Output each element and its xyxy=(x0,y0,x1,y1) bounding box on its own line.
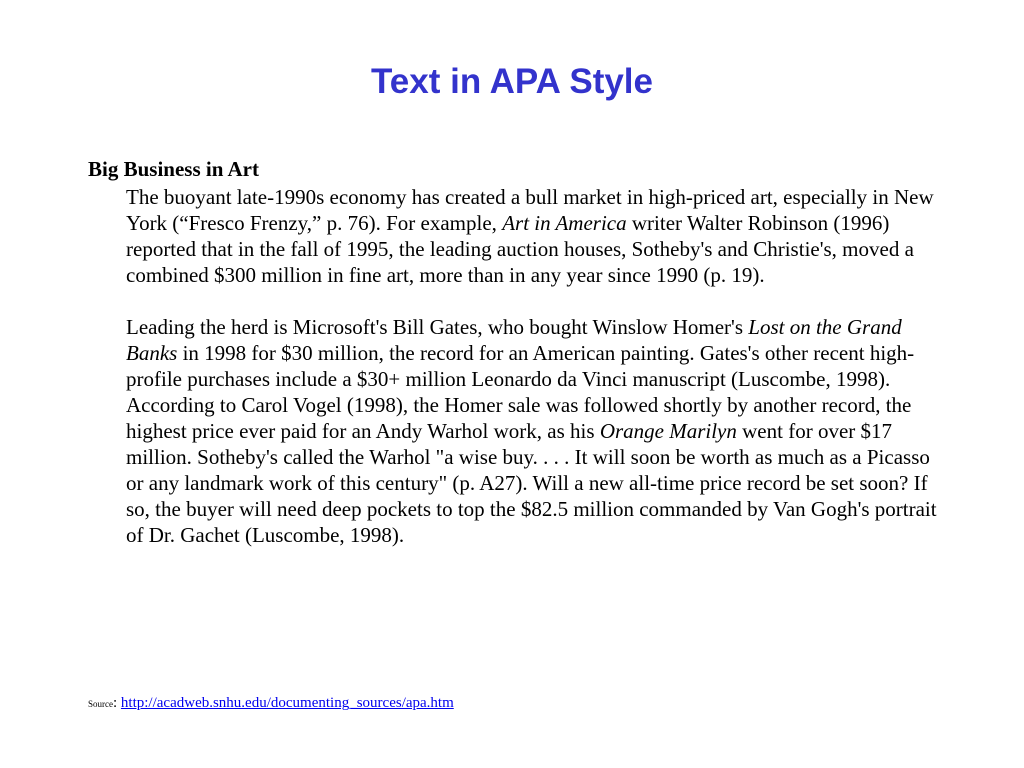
paragraph-2 xyxy=(126,314,948,548)
italic-title-text: Art in America xyxy=(502,211,627,235)
source-link[interactable]: http://acadweb.snhu.edu/documenting_sources/apa.htm xyxy=(120,695,454,711)
italic-title-text: Orange Marilyn xyxy=(599,419,737,443)
paragraph-1 xyxy=(126,184,948,288)
paragraph-text: The buoyant late-1990s economy has created a bull market in high-priced art, especially in New York (“Fresco Frenzy,” p. 76). For example, xyxy=(126,185,934,235)
paragraph-text: writer Walter Robinson (1996) reported that in the fall of 1995, the leading auction houses, Sotheby's and Christie's, moved a combined $300 million in fine art, more than in any year since 1990 (p. 19). xyxy=(126,211,914,287)
slide-title: Text in APA Style xyxy=(371,62,653,101)
paragraph-text: in 1998 for $30 million, the record for an American painting. Gates's other recent high-profile purchases include a $30+ million Leonardo da Vinci manuscript (Luscombe, 1998). According to Carol Vogel (1998), the Homer sale was followed shortly by another record, the highest price ever paid for an Andy Warhol work, as his xyxy=(126,341,915,443)
paragraph-text: Leading the herd is Microsoft's Bill Gates, who bought Winslow Homer's xyxy=(126,315,749,339)
paragraph-text: went for over $17 million. Sotheby's called the Warhol "a wise buy. . . . It will soon be worth as much as a Picasso or any landmark work of this century" (p. A27). Will a new all-time price record be set soon? If so, the buyer will need deep pockets to top the $82.5 million commanded by Van Gogh's portrait of Dr. Gachet (Luscombe, 1998). xyxy=(126,419,937,547)
source-citation xyxy=(88,693,454,714)
source-label: Source xyxy=(88,699,113,709)
slide-body xyxy=(88,156,948,548)
source-separator: : xyxy=(113,695,121,711)
section-heading: Big Business in Art xyxy=(88,157,259,181)
italic-title-text: Lost on the Grand Banks xyxy=(126,315,902,365)
